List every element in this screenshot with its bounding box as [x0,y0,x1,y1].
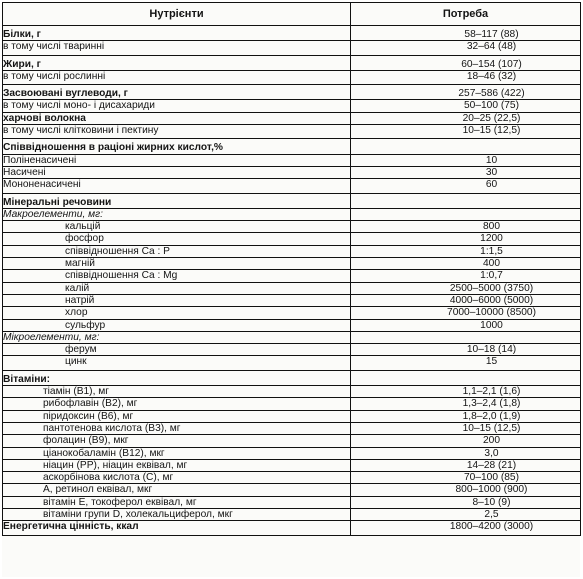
need-value: 10–18 (14) [466,344,517,356]
need-value-cell [351,245,581,257]
table-row [3,55,581,70]
need-value: 30 [485,166,498,178]
table-row [3,166,581,178]
need-value: 7000–10000 (8500) [447,307,536,319]
need-value: 50–100 (75) [464,100,519,112]
need-value: 1:0,7 [480,270,503,282]
need-value-cell [351,193,581,208]
nutrient-label: Енергетична цінність, ккал [3,521,351,535]
need-value: 2500–5000 (3750) [449,282,534,294]
need-value-cell [351,447,581,459]
table-row [3,472,581,484]
table-row [3,331,581,343]
table-row [3,422,581,434]
need-value-cell [351,258,581,270]
nutrient-label: Мінеральні речовини [3,193,351,208]
need-value-cell [351,356,581,370]
table-row [3,154,581,166]
nutrient-label: в тому числі клітковини і пектину [3,125,351,139]
need-value-cell [351,233,581,245]
table-row [3,386,581,398]
need-value-cell [351,472,581,484]
need-value-cell [351,319,581,331]
table-row [3,344,581,356]
table-row [3,370,581,385]
need-value: 60–154 (107) [461,58,522,70]
nutrient-label: в тому числі моно- і дисахариди [3,100,351,112]
table-row [3,100,581,112]
need-value: 15 [485,356,498,368]
nutrient-label: калій [3,282,351,294]
table-group [3,193,581,370]
need-value: 1,8–2,0 (1,9) [462,410,521,422]
need-value-cell [351,370,581,385]
need-value: 14–28 (21) [466,459,517,471]
nutrient-label: в тому числі тваринні [3,41,351,55]
table-row [3,139,581,154]
nutrient-label: Вітаміни: [3,370,351,385]
table-row [3,484,581,496]
nutrient-label: Поліненасичені [3,154,351,166]
nutrient-label: ферум [3,344,351,356]
document-page [2,2,580,577]
nutrient-needs-table [2,2,581,536]
nutrient-label: пантотенова кислота (B3), мг [3,422,351,434]
nutrient-label: цинк [3,356,351,370]
need-value-cell [351,422,581,434]
need-value-cell [351,221,581,233]
need-value-cell [351,41,581,55]
need-value-cell [351,55,581,70]
nutrient-label: в тому числі рослинні [3,70,351,84]
need-value: 10–15 (12,5) [462,125,521,137]
nutrient-label: ціанокобаламін (B12), мкг [3,447,351,459]
nutrient-label: кальцій [3,221,351,233]
need-value: 20–25 (22,5) [462,112,521,124]
table-row [3,398,581,410]
table-row [3,270,581,282]
need-value-cell [351,508,581,520]
table-row [3,282,581,294]
nutrient-label: вітаміни групи D, холекальциферол, мкг [3,508,351,520]
nutrient-label: аскорбінова кислота (C), мг [3,472,351,484]
table-row [3,435,581,447]
need-value: 1,3–2,4 (1,8) [462,398,521,410]
nutrient-label: рибофлавін (B2), мг [3,398,351,410]
need-value-cell [351,270,581,282]
need-value: 10 [485,154,498,166]
nutrient-label: фолацин (B9), мкг [3,435,351,447]
nutrient-label: хлор [3,307,351,319]
nutrient-label: Макроелементи, мг: [3,208,351,220]
table-row [3,496,581,508]
need-value-cell [351,85,581,100]
need-value-cell [351,331,581,343]
need-value-cell [351,282,581,294]
nutrient-label: Мононенасичені [3,179,351,193]
table-row [3,410,581,422]
header-nutrients: Нутрієнти [3,3,351,26]
need-value: 4000–6000 (5000) [449,294,534,306]
need-value-cell [351,26,581,41]
nutrient-label: фосфор [3,233,351,245]
table-row [3,319,581,331]
nutrient-label: Жири, г [3,55,351,70]
need-value: 1800–4200 (3000) [449,521,534,533]
nutrient-label: тіамін (B1), мг [3,386,351,398]
table-row [3,245,581,257]
nutrient-label: сульфур [3,319,351,331]
table-row [3,508,581,520]
table-row [3,307,581,319]
need-value-cell [351,208,581,220]
need-value-cell [351,484,581,496]
nutrient-label: харчові волокна [3,112,351,124]
table-row [3,41,581,55]
nutrient-label: співвідношення Ca : Mg [3,270,351,282]
need-value-cell [351,179,581,193]
need-value: 70–100 (85) [464,472,519,484]
table-row [3,221,581,233]
need-value: 1:1,5 [480,245,503,257]
need-value-cell [351,139,581,154]
table-group [3,55,581,85]
nutrient-label: співвідношення Ca : P [3,245,351,257]
need-value: 400 [483,258,500,270]
need-value-cell [351,166,581,178]
need-value-cell [351,459,581,471]
nutrient-label: магній [3,258,351,270]
need-value-cell [351,125,581,139]
table-row [3,193,581,208]
table-header [3,3,581,26]
table-group [3,370,581,535]
need-value: 60 [485,179,498,191]
need-value-cell [351,100,581,112]
table-row [3,125,581,139]
table-row [3,258,581,270]
need-value: 800–1000 (900) [455,484,528,496]
need-value-cell [351,294,581,306]
nutrient-label: вітамін E, токоферол еквівал, мг [3,496,351,508]
table-row [3,112,581,124]
table-row [3,521,581,535]
nutrient-label: Білки, г [3,26,351,41]
table-row [3,233,581,245]
table-group [3,85,581,139]
table-row [3,208,581,220]
need-value-cell [351,398,581,410]
table-row [3,26,581,41]
need-value: 257–586 (422) [458,88,525,100]
need-value-cell [351,154,581,166]
table-row [3,179,581,193]
need-value-cell [351,521,581,535]
table-row [3,294,581,306]
need-value: 200 [483,435,500,447]
need-value: 1000 [480,319,503,331]
need-value-cell [351,496,581,508]
need-value: 8–10 (9) [472,496,511,508]
need-value: 1200 [480,233,503,245]
nutrient-label: ніацин (PP), ніацин еквівал, мг [3,459,351,471]
need-value: 10–15 (12,5) [462,422,521,434]
table-row [3,447,581,459]
nutrient-label: Насичені [3,166,351,178]
nutrient-label: натрій [3,294,351,306]
need-value: 2,5 [484,508,499,520]
table-row [3,356,581,370]
header-need: Потреба [351,3,581,26]
need-value-cell [351,386,581,398]
table-group [3,139,581,193]
need-value: 800 [483,221,500,233]
table-row [3,70,581,84]
need-value-cell [351,344,581,356]
need-value: 32–64 (48) [466,41,517,53]
nutrient-label: Співвідношення в раціоні жирних кислот,% [3,139,351,154]
nutrient-label: піридоксин (B6), мг [3,410,351,422]
need-value: 1,1–2,1 (1,6) [462,386,521,398]
need-value: 58–117 (88) [464,29,519,40]
nutrient-label: Засвоювані вуглеводи, г [3,85,351,100]
nutrient-label: Мікроелементи, мг: [3,331,351,343]
need-value-cell [351,307,581,319]
need-value-cell [351,410,581,422]
nutrient-label: A, ретинол еквівал, мкг [3,484,351,496]
table-row [3,85,581,100]
table-group [3,26,581,56]
need-value: 18–46 (32) [466,70,517,82]
need-value-cell [351,70,581,84]
need-value-cell [351,435,581,447]
table-row [3,459,581,471]
need-value: 3,0 [484,447,499,459]
need-value-cell [351,112,581,124]
